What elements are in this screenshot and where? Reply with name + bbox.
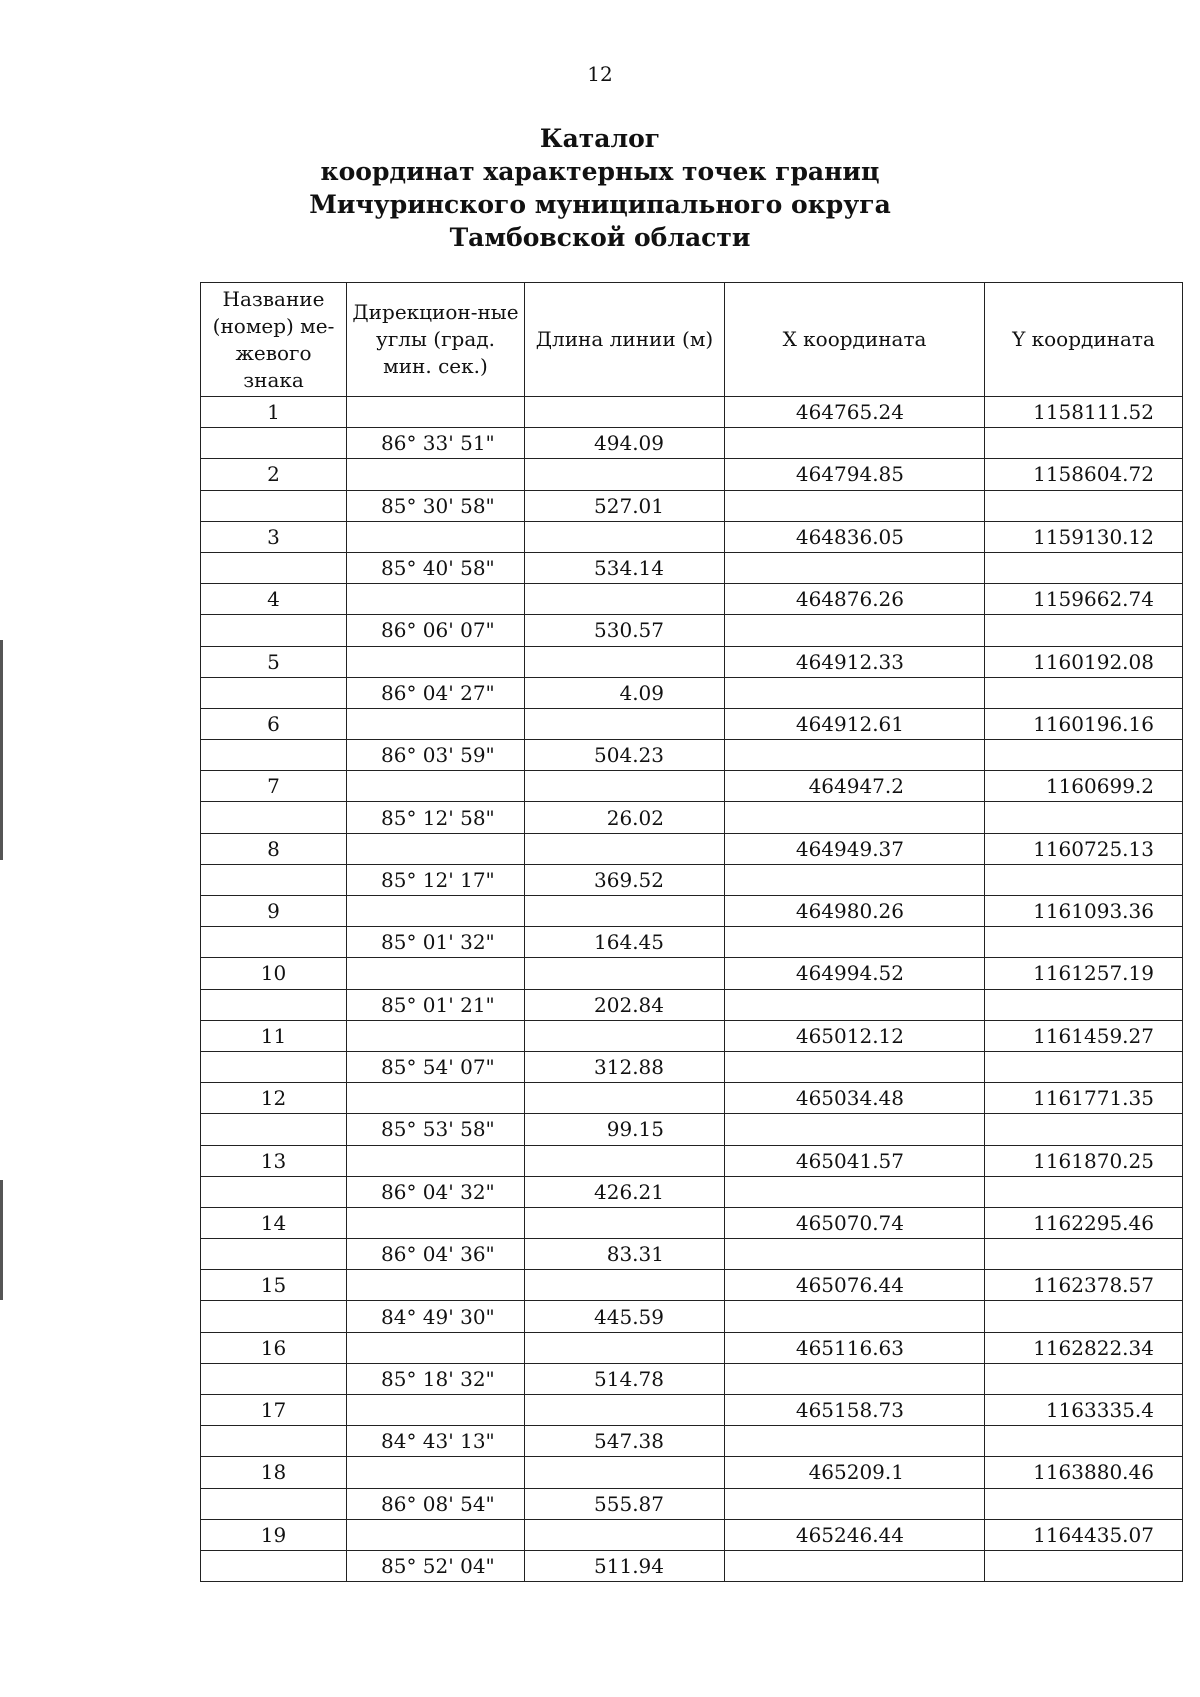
- table-row: [201, 397, 1183, 428]
- cell-x: 465012.12: [725, 1020, 985, 1051]
- cell-x: [725, 1051, 985, 1082]
- cell-length: [525, 1207, 725, 1238]
- cell-name: [201, 677, 347, 708]
- table-row: [201, 1239, 1183, 1270]
- cell-length: [525, 771, 725, 802]
- cell-y: [985, 1363, 1183, 1394]
- cell-length: 494.09: [525, 428, 725, 459]
- table-row: [201, 677, 1183, 708]
- cell-x: [725, 802, 985, 833]
- cell-x: [725, 864, 985, 895]
- cell-angle: [347, 1270, 525, 1301]
- table-row: [201, 802, 1183, 833]
- cell-name: [201, 552, 347, 583]
- cell-length: 530.57: [525, 615, 725, 646]
- cell-name: 19: [201, 1519, 347, 1550]
- cell-y: 1159662.74: [985, 584, 1183, 615]
- table-row: [201, 1270, 1183, 1301]
- cell-name: [201, 1488, 347, 1519]
- table-row: [201, 584, 1183, 615]
- cell-y: 1158111.52: [985, 397, 1183, 428]
- header-y: Y координата: [985, 283, 1183, 397]
- cell-name: [201, 1550, 347, 1581]
- cell-y: [985, 1239, 1183, 1270]
- cell-x: 464912.33: [725, 646, 985, 677]
- cell-length: [525, 584, 725, 615]
- table-row: [201, 428, 1183, 459]
- cell-y: [985, 428, 1183, 459]
- cell-name: 4: [201, 584, 347, 615]
- table-row: [201, 1176, 1183, 1207]
- cell-x: [725, 1239, 985, 1270]
- table-row: [201, 864, 1183, 895]
- table-row: [201, 708, 1183, 739]
- cell-length: 99.15: [525, 1114, 725, 1145]
- table-header-row: [201, 283, 1183, 397]
- cell-length: [525, 1270, 725, 1301]
- cell-name: [201, 490, 347, 521]
- cell-name: 2: [201, 459, 347, 490]
- cell-x: [725, 428, 985, 459]
- table-row: [201, 459, 1183, 490]
- cell-y: [985, 927, 1183, 958]
- cell-length: [525, 833, 725, 864]
- cell-name: 16: [201, 1332, 347, 1363]
- cell-angle: 85° 54' 07": [347, 1051, 525, 1082]
- cell-name: 3: [201, 521, 347, 552]
- table-row: [201, 989, 1183, 1020]
- table-row: [201, 1083, 1183, 1114]
- cell-angle: [347, 1020, 525, 1051]
- cell-angle: [347, 1083, 525, 1114]
- cell-name: 12: [201, 1083, 347, 1114]
- table-row: [201, 1114, 1183, 1145]
- cell-length: 504.23: [525, 740, 725, 771]
- cell-x: [725, 740, 985, 771]
- cell-angle: 85° 30' 58": [347, 490, 525, 521]
- cell-y: 1160196.16: [985, 708, 1183, 739]
- cell-y: [985, 740, 1183, 771]
- table-row: [201, 896, 1183, 927]
- cell-name: [201, 927, 347, 958]
- cell-length: 202.84: [525, 989, 725, 1020]
- cell-length: 312.88: [525, 1051, 725, 1082]
- cell-x: [725, 1426, 985, 1457]
- cell-length: 164.45: [525, 927, 725, 958]
- cell-angle: [347, 1519, 525, 1550]
- cell-length: 445.59: [525, 1301, 725, 1332]
- table-row: [201, 1395, 1183, 1426]
- cell-length: [525, 896, 725, 927]
- header-name: Название (номер) ме-жевого знака: [201, 283, 347, 397]
- cell-angle: 86° 04' 27": [347, 677, 525, 708]
- cell-angle: 86° 04' 32": [347, 1176, 525, 1207]
- table-body: [201, 397, 1183, 1582]
- cell-name: 9: [201, 896, 347, 927]
- header-angle: Дирекцион-ные углы (град. мин. сек.): [347, 283, 525, 397]
- scan-margin-mark: [0, 1180, 3, 1300]
- table-row: [201, 646, 1183, 677]
- cell-name: 10: [201, 958, 347, 989]
- cell-y: 1163880.46: [985, 1457, 1183, 1488]
- title-line: Каталог: [539, 124, 661, 153]
- cell-y: 1162822.34: [985, 1332, 1183, 1363]
- table-row: [201, 615, 1183, 646]
- table-row: [201, 1426, 1183, 1457]
- cell-x: [725, 1550, 985, 1581]
- cell-angle: [347, 833, 525, 864]
- cell-length: [525, 459, 725, 490]
- cell-y: 1160192.08: [985, 646, 1183, 677]
- cell-name: [201, 802, 347, 833]
- cell-angle: 86° 06' 07": [347, 615, 525, 646]
- table-row: [201, 740, 1183, 771]
- cell-x: [725, 615, 985, 646]
- table-row: [201, 1363, 1183, 1394]
- cell-x: 464980.26: [725, 896, 985, 927]
- cell-name: [201, 615, 347, 646]
- cell-angle: [347, 1207, 525, 1238]
- cell-length: [525, 1145, 725, 1176]
- cell-length: [525, 958, 725, 989]
- cell-angle: 86° 33' 51": [347, 428, 525, 459]
- scan-margin-mark: [0, 640, 3, 860]
- cell-x: 465209.1: [725, 1457, 985, 1488]
- cell-length: [525, 1083, 725, 1114]
- cell-x: [725, 1176, 985, 1207]
- cell-angle: [347, 896, 525, 927]
- cell-length: [525, 1020, 725, 1051]
- cell-length: 83.31: [525, 1239, 725, 1270]
- cell-y: 1164435.07: [985, 1519, 1183, 1550]
- cell-x: 464912.61: [725, 708, 985, 739]
- cell-length: 4.09: [525, 677, 725, 708]
- cell-x: 465034.48: [725, 1083, 985, 1114]
- title-line: координат характерных точек границ: [320, 157, 880, 186]
- cell-angle: 85° 18' 32": [347, 1363, 525, 1394]
- table-row: [201, 490, 1183, 521]
- cell-angle: 85° 12' 58": [347, 802, 525, 833]
- cell-x: 464949.37: [725, 833, 985, 864]
- cell-name: 14: [201, 1207, 347, 1238]
- cell-length: 547.38: [525, 1426, 725, 1457]
- table-row: [201, 958, 1183, 989]
- cell-angle: 85° 01' 32": [347, 927, 525, 958]
- cell-name: [201, 1051, 347, 1082]
- table-row: [201, 1207, 1183, 1238]
- cell-angle: [347, 521, 525, 552]
- cell-y: [985, 989, 1183, 1020]
- cell-y: 1162378.57: [985, 1270, 1183, 1301]
- cell-angle: [347, 958, 525, 989]
- cell-angle: 85° 12' 17": [347, 864, 525, 895]
- cell-angle: [347, 1332, 525, 1363]
- cell-y: 1159130.12: [985, 521, 1183, 552]
- cell-name: [201, 1426, 347, 1457]
- cell-length: [525, 521, 725, 552]
- table-row: [201, 552, 1183, 583]
- cell-y: 1161771.35: [985, 1083, 1183, 1114]
- cell-angle: 86° 08' 54": [347, 1488, 525, 1519]
- cell-x: [725, 927, 985, 958]
- table-row: [201, 1051, 1183, 1082]
- cell-angle: [347, 771, 525, 802]
- cell-name: 11: [201, 1020, 347, 1051]
- page-number: 12: [587, 62, 613, 86]
- cell-angle: 86° 04' 36": [347, 1239, 525, 1270]
- cell-name: 15: [201, 1270, 347, 1301]
- cell-name: [201, 428, 347, 459]
- cell-length: 514.78: [525, 1363, 725, 1394]
- cell-x: 464765.24: [725, 397, 985, 428]
- cell-angle: 84° 49' 30": [347, 1301, 525, 1332]
- cell-x: 464947.2: [725, 771, 985, 802]
- cell-y: [985, 677, 1183, 708]
- table-row: [201, 521, 1183, 552]
- cell-angle: 86° 03' 59": [347, 740, 525, 771]
- table-row: [201, 771, 1183, 802]
- cell-name: [201, 1301, 347, 1332]
- table-row: [201, 1020, 1183, 1051]
- cell-x: [725, 989, 985, 1020]
- cell-name: [201, 989, 347, 1020]
- table-row: [201, 1301, 1183, 1332]
- cell-length: [525, 708, 725, 739]
- cell-angle: [347, 1395, 525, 1426]
- cell-length: 426.21: [525, 1176, 725, 1207]
- coordinates-table: [200, 282, 1183, 1582]
- cell-angle: 85° 01' 21": [347, 989, 525, 1020]
- cell-x: 465116.63: [725, 1332, 985, 1363]
- cell-x: [725, 552, 985, 583]
- title-line: Тамбовской области: [449, 223, 751, 252]
- cell-length: [525, 1395, 725, 1426]
- cell-x: [725, 1363, 985, 1394]
- cell-name: [201, 1363, 347, 1394]
- cell-y: [985, 1301, 1183, 1332]
- cell-y: [985, 864, 1183, 895]
- cell-length: 26.02: [525, 802, 725, 833]
- cell-name: [201, 864, 347, 895]
- cell-y: [985, 1051, 1183, 1082]
- cell-x: 464876.26: [725, 584, 985, 615]
- cell-angle: 84° 43' 13": [347, 1426, 525, 1457]
- cell-x: [725, 490, 985, 521]
- cell-name: [201, 1239, 347, 1270]
- cell-name: [201, 740, 347, 771]
- cell-angle: [347, 1457, 525, 1488]
- cell-name: 1: [201, 397, 347, 428]
- cell-x: 464994.52: [725, 958, 985, 989]
- table-row: [201, 1488, 1183, 1519]
- cell-name: [201, 1176, 347, 1207]
- table-row: [201, 1550, 1183, 1581]
- cell-name: 17: [201, 1395, 347, 1426]
- cell-name: 6: [201, 708, 347, 739]
- cell-y: 1161093.36: [985, 896, 1183, 927]
- header-x: X координата: [725, 283, 985, 397]
- cell-length: [525, 646, 725, 677]
- cell-y: [985, 1488, 1183, 1519]
- cell-y: 1162295.46: [985, 1207, 1183, 1238]
- cell-y: 1160725.13: [985, 833, 1183, 864]
- cell-y: [985, 615, 1183, 646]
- cell-name: 18: [201, 1457, 347, 1488]
- cell-y: 1161459.27: [985, 1020, 1183, 1051]
- table-row: [201, 927, 1183, 958]
- title-line: Мичуринского муниципального округа: [309, 190, 891, 219]
- cell-name: 8: [201, 833, 347, 864]
- cell-x: [725, 1488, 985, 1519]
- cell-angle: [347, 708, 525, 739]
- cell-name: 5: [201, 646, 347, 677]
- cell-y: 1160699.2: [985, 771, 1183, 802]
- cell-x: 464836.05: [725, 521, 985, 552]
- cell-x: [725, 677, 985, 708]
- cell-length: [525, 1332, 725, 1363]
- table-row: [201, 1332, 1183, 1363]
- document-title: [0, 122, 1200, 254]
- header-length: Длина линии (м): [525, 283, 725, 397]
- cell-name: [201, 1114, 347, 1145]
- cell-length: [525, 397, 725, 428]
- cell-name: 13: [201, 1145, 347, 1176]
- cell-y: [985, 1550, 1183, 1581]
- cell-length: 555.87: [525, 1488, 725, 1519]
- cell-x: 465041.57: [725, 1145, 985, 1176]
- cell-y: [985, 552, 1183, 583]
- cell-x: 465070.74: [725, 1207, 985, 1238]
- cell-y: 1158604.72: [985, 459, 1183, 490]
- cell-y: 1163335.4: [985, 1395, 1183, 1426]
- cell-length: [525, 1519, 725, 1550]
- cell-y: [985, 802, 1183, 833]
- cell-y: 1161870.25: [985, 1145, 1183, 1176]
- cell-y: 1161257.19: [985, 958, 1183, 989]
- table-row: [201, 1145, 1183, 1176]
- cell-x: 464794.85: [725, 459, 985, 490]
- cell-angle: 85° 52' 04": [347, 1550, 525, 1581]
- cell-angle: [347, 584, 525, 615]
- cell-x: 465246.44: [725, 1519, 985, 1550]
- cell-length: 369.52: [525, 864, 725, 895]
- cell-length: [525, 1457, 725, 1488]
- cell-length: 527.01: [525, 490, 725, 521]
- cell-length: 511.94: [525, 1550, 725, 1581]
- cell-length: 534.14: [525, 552, 725, 583]
- cell-name: 7: [201, 771, 347, 802]
- cell-y: [985, 1426, 1183, 1457]
- cell-y: [985, 1176, 1183, 1207]
- cell-angle: 85° 40' 58": [347, 552, 525, 583]
- table-row: [201, 1457, 1183, 1488]
- table-row: [201, 1519, 1183, 1550]
- cell-x: 465076.44: [725, 1270, 985, 1301]
- cell-angle: [347, 397, 525, 428]
- table-row: [201, 833, 1183, 864]
- cell-x: 465158.73: [725, 1395, 985, 1426]
- cell-x: [725, 1114, 985, 1145]
- cell-x: [725, 1301, 985, 1332]
- cell-angle: 85° 53' 58": [347, 1114, 525, 1145]
- cell-angle: [347, 646, 525, 677]
- cell-y: [985, 490, 1183, 521]
- cell-y: [985, 1114, 1183, 1145]
- cell-angle: [347, 1145, 525, 1176]
- cell-angle: [347, 459, 525, 490]
